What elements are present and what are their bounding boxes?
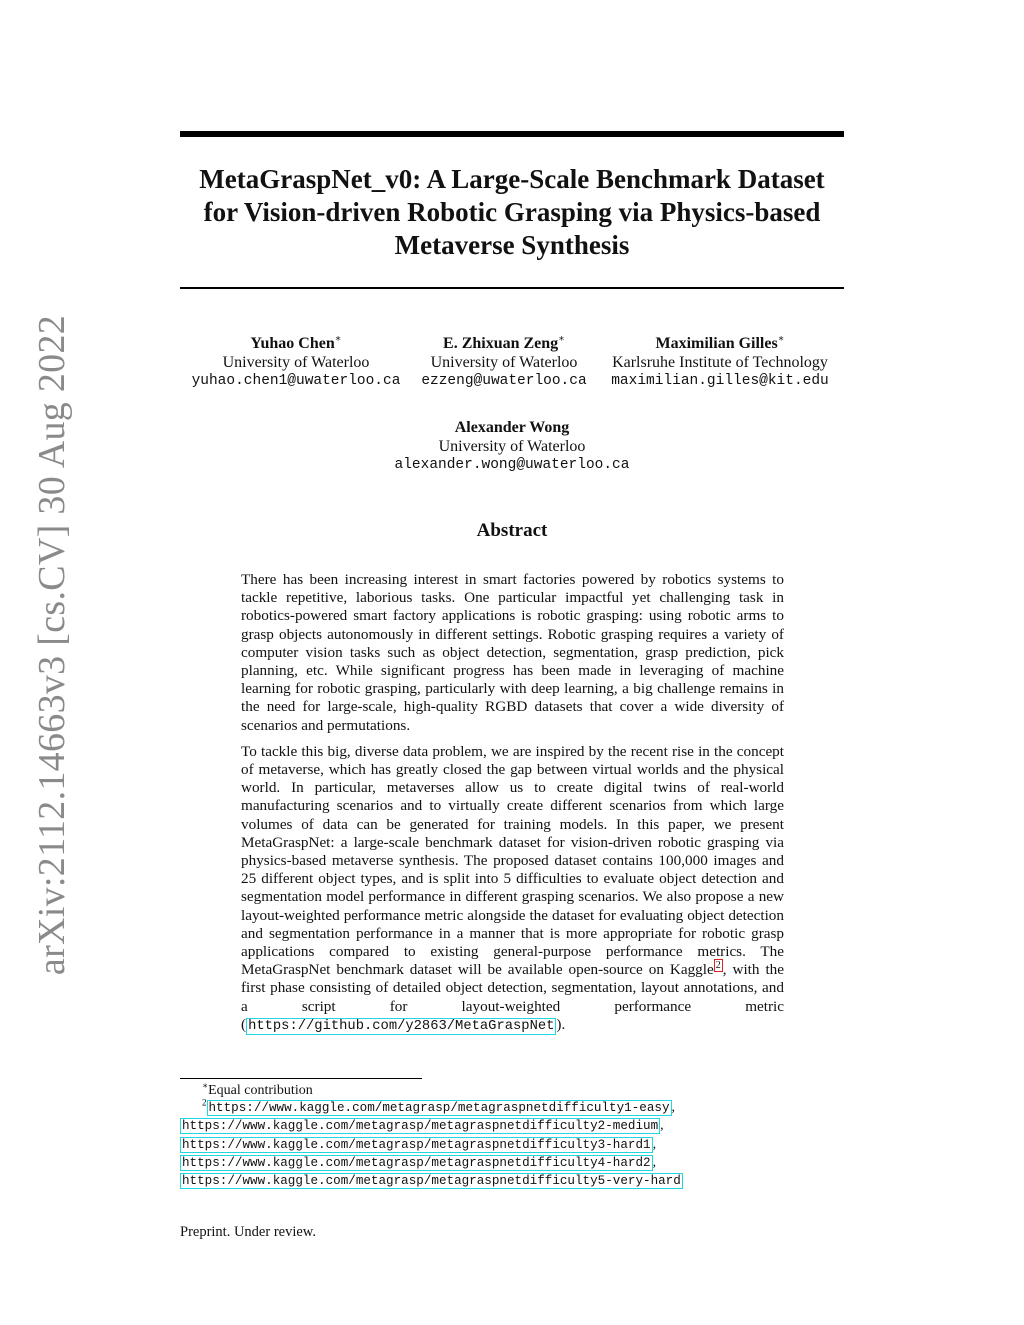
preprint-note: Preprint. Under review. [180,1224,316,1240]
kaggle-link[interactable]: https://www.kaggle.com/metagrasp/metagraspnetdifficulty4-hard2 [182,1155,651,1170]
author-affiliation: University of Waterloo [430,354,578,371]
footnote-kaggle-links: $^2$ https://www.kaggle.com/metagrasp/metagraspnetdifficulty1-easy , [202,1097,676,1116]
author-name: Alexander Wong [454,419,570,436]
footnote-equal-contribution: ∗Equal contribution [202,1080,313,1098]
kaggle-link[interactable]: https://www.kaggle.com/metagrasp/metagraspnetdifficulty2-medium [182,1119,659,1134]
author-affiliation: Karlsruhe Institute of Technology [612,354,828,371]
abstract-paragraph: There has been increasing interest in smart factories powered by robotics systems to tackle repetitive, laborious tasks. One particular impactful yet challenging task in robotics-powered smart factory applications is robotic grasping: using robotic arms to grasp objects autonomously in different settings. Robotic grasping requires a variety of computer vision tasks such as object detection, segmentation, grasp prediction, pick planning, etc. While significant progress has been made in leveraging of machine learning for robotic grasping, particularly with deep learning, a big challenge remains in the need for large-scale, high-quality RGBD datasets that cover a wide diversity of scenarios and permutations. [241,571,784,734]
arxiv-identifier: arXiv:2112.14663v3 [cs.CV] 30 Aug 2022 [31,314,73,976]
abstract-heading: Abstract [476,520,548,541]
author-name: E. Zhixuan Zeng∗ [443,333,565,352]
author-email: maximilian.gilles@kit.edu [611,373,829,389]
author-affiliation: University of Waterloo [438,438,586,455]
author-email: alexander.wong@uwaterloo.ca [394,457,630,473]
github-link[interactable]: https://github.com/y2863/MetaGraspNet [248,1018,555,1034]
author-name: Maximilian Gilles∗ [655,333,785,352]
author-block [590,334,850,391]
kaggle-link[interactable]: https://www.kaggle.com/metagrasp/metagraspnetdifficulty1-easy [208,1101,670,1116]
footnote-ref-link[interactable]: 2 [715,960,721,972]
abstract-body [241,571,784,1044]
author-name: Yuhao Chen∗ [250,333,342,352]
abstract-paragraph: To tackle this big, diverse data problem, we are inspired by the recent rise in the concept of metaverse, which has greatly closed the gap between virtual worlds and the physical world. In particular, metaverses allow us to create digital twins of real-world manufacturing scenarios and to virtually create different scenarios from which large volumes of data can be generated for training models. In this paper, we present MetaGraspNet: a large-scale benchmark dataset for vision-driven robotic grasping via physics-based metaverse synthesis. The proposed dataset contains 100,000 images and 25 different object types, and is split into 5 difficulties to evaluate object detection and segmentation model performance in different grasping scenarios. We also propose a new layout-weighted performance metric alongside the dataset for evaluating object detection and segmentation performance in a manner that is more appropriate for robotic grasp applications compared to existing general-purpose performance metrics. The MetaGraspNet benchmark dataset will be available open-source on Kaggle $^2$ , with the first phase consisting of detailed object detection, segmentation, layout annotations, and a script for layout-weighted performance metric ( https://github.com/y2863/MetaGraspNet ). [241,742,784,1034]
kaggle-link[interactable]: https://www.kaggle.com/metagrasp/metagraspnetdifficulty5-very-hard [182,1174,681,1189]
title-bottom-rule [180,287,844,289]
paper-title: MetaGraspNet_v0: A Large-Scale Benchmark Dataset for Vision-driven Robotic Grasping via Physics-based Metaverse Synthesis [199,164,825,260]
footnotes: ∗Equal contribution $^2$ https://www.kaggle.com/metagrasp/metagraspnetdifficulty1-easy , https://www.kaggle.com/metagrasp/metagraspnetdifficulty2-medium , https://www.kaggle.com/metagrasp/metagraspnetdifficulty3-hard1 , https://www.kaggle.com/metagrasp/metagraspnetdifficulty4-hard2 , https://www.kaggle.com/metagrasp/metagraspnetdifficulty5-very-hard [180,1082,844,1190]
author-email: ezzeng@uwaterloo.ca [421,373,587,389]
footnote-rule [180,1078,422,1079]
author-block [382,418,642,475]
kaggle-link[interactable]: https://www.kaggle.com/metagrasp/metagraspnetdifficulty3-hard1 [182,1137,651,1152]
author-email: yuhao.chen1@uwaterloo.ca [191,373,401,389]
author-affiliation: University of Waterloo [222,354,370,371]
title-top-rule [180,131,844,137]
